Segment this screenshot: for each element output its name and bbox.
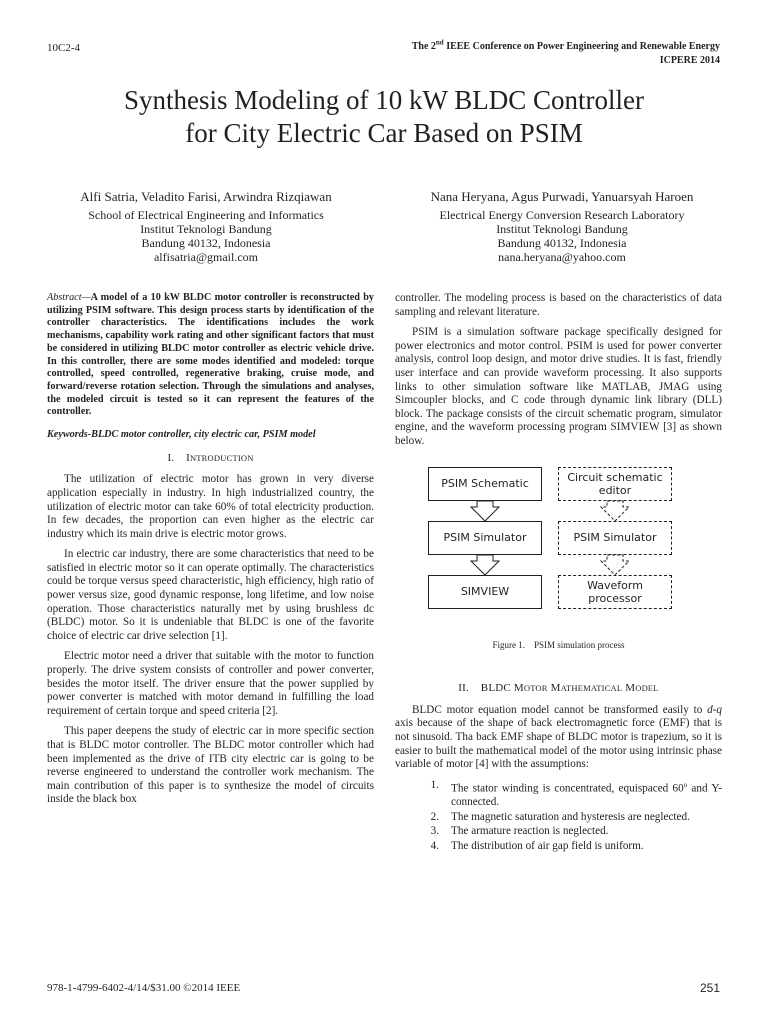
- box-psim-simulator-label: PSIM Simulator: [443, 531, 527, 545]
- box-waveform-label-1: Waveform: [587, 578, 643, 592]
- intro-paragraph-3: Electric motor need a driver that suitable with the motor to function properly. The drive system consists of controller and power converter, besides the motor itself. The driver ensure that the power supplied by power converter is matched with motor demand in fulfilling the load requirement of certain torque and speed criteria [2].: [47, 650, 374, 717]
- paper-title: [40, 84, 728, 150]
- arrows-solid: [471, 501, 499, 575]
- down-arrow-icon: [471, 501, 499, 521]
- author-institution-1: Institut Teknologi Bandung: [140, 222, 272, 236]
- box-psim-simulator-desc-label: PSIM Simulator: [573, 531, 657, 545]
- section-2-b: OTOR: [523, 683, 548, 694]
- keywords: Keywords-BLDC motor controller, city electric car, PSIM model: [47, 429, 316, 441]
- box-circuit-label-2: editor: [598, 483, 632, 497]
- box-simview-label: SIMVIEW: [460, 585, 510, 599]
- page-number: 251: [699, 981, 720, 995]
- down-arrow-icon: [471, 555, 499, 575]
- list-item-text: The magnetic saturation and hysteresis are neglected.: [451, 810, 690, 823]
- right-column: [395, 292, 722, 854]
- header-conference: [412, 40, 720, 68]
- title-line-1: Synthesis Modeling of 10 kW BLDC Controller: [124, 85, 644, 115]
- conf-prefix: The 2: [411, 41, 436, 52]
- list-item: [395, 779, 722, 810]
- abstract: [47, 292, 374, 419]
- author-block-2: [402, 190, 722, 264]
- figure-psim-process: [395, 467, 722, 627]
- list-item-text-main: The stator winding is concentrated, equispaced 60: [451, 782, 684, 795]
- list-item-text-tail: and Y-connected.: [451, 782, 722, 809]
- list-item-text: The distribution of air gap field is uniform.: [451, 839, 644, 852]
- bldc-paragraph: [395, 704, 722, 772]
- down-arrow-dashed-icon: [601, 501, 629, 521]
- author-email-2: nana.heryana@yahoo.com: [498, 250, 626, 264]
- section-2-f: ODEL: [635, 683, 659, 694]
- author-email-1: alfisatria@gmail.com: [153, 250, 258, 264]
- conf-sup: nd: [435, 38, 444, 47]
- list-item-number: 1.: [430, 778, 439, 791]
- author-block-1: [46, 190, 366, 264]
- author-address-1: Bandung 40132, Indonesia: [141, 236, 271, 250]
- list-item-number: 3.: [430, 825, 439, 838]
- author-address-2: Bandung 40132, Indonesia: [497, 236, 627, 250]
- right-paragraph-1: controller. The modeling process is based on the characteristics of data sampling and relevant literature.: [395, 292, 722, 318]
- section-2-a: BLDC M: [480, 682, 524, 695]
- section-1-numeral: I.: [167, 451, 175, 464]
- bldc-after: axis because of the shape of back electromagnetic force (EMF) that is not sinusoid. Tha back EMF shape of BLDC motor is trapezium, so it is easier to built the mathematical model of the motor using intrinsic phase variable of motor [4] with the assumptions:: [395, 717, 722, 771]
- list-item: [395, 840, 722, 854]
- box-waveform-label-2: processor: [588, 591, 642, 605]
- down-arrow-dashed-icon: [601, 555, 629, 575]
- right-paragraph-2: PSIM is a simulation software package specifically designed for power electronics and motor control. PSIM is used for power converter analysis, control loop design, and motor drive studies. It is fast, friendly user interface and can provide waveform processing. It also supports links to other simulation software like MATLAB, JMAG using Simcoupler blocks, and C code through dynamic link library (DLL) block. The package consists of the circuit schematic program, simulator engine, and the waveform processing program SIMVIEW [3] as shown below.: [395, 326, 722, 447]
- conf-short: ICPERE 2014: [659, 55, 720, 66]
- bldc-before: BLDC motor equation model cannot be transformed easily to: [412, 703, 708, 716]
- section-2-numeral: II.: [458, 682, 469, 695]
- author-institution-2: Institut Teknologi Bandung: [496, 222, 628, 236]
- abstract-text: A model of a 10 kW BLDC motor controller is reconstructed by utilizing PSIM software. This design process starts by identification of the controller characteristics. The identifications includes the work mechanisms, capability work rating and other significant factors that must be considered in utilizing BLDC motor controller as electric vehicle drive. In this controller, there are some modes identified and modeled: torque controlled, speed controlled, regenerative braking, cruise mode, and forward/reverse rotation selection. Through the simulations and analyses, the modeled circuit is tested so it can represent the features of the controller.: [47, 292, 374, 418]
- arrows-dashed: [601, 501, 629, 575]
- section-heading-bldc-model: [395, 682, 722, 696]
- list-item-number: 4.: [430, 839, 439, 852]
- section-1-rest: NTRODUCTION: [189, 452, 254, 463]
- section-2-c: M: [547, 682, 561, 695]
- list-item-text: [451, 779, 722, 810]
- list-item: [395, 825, 722, 839]
- author-names-2: Nana Heryana, Agus Purwadi, Yanuarsyah Haroen: [430, 189, 694, 204]
- footer-isbn: 978-1-4799-6402-4/14/$31.00 ©2014 IEEE: [47, 982, 241, 994]
- author-affiliation-1: School of Electrical Engineering and Informatics: [88, 208, 324, 222]
- intro-paragraph-4: This paper deepens the study of electric car in more specific section that is BLDC motor controller. The BLDC motor controller which had been implemented as the drive of ITB city electric car is going to be reverse engineered to understand the controller work mechanism. The main contribution of this paper is to synthesize the model of circuits inside the black box: [47, 725, 374, 806]
- box-psim-schematic-label: PSIM Schematic: [441, 477, 529, 491]
- bldc-italic: d-q: [707, 703, 722, 716]
- author-names-1: Alfi Satria, Veladito Farisi, Arwindra Rizqiawan: [80, 189, 332, 204]
- list-item-text: The armature reaction is neglected.: [451, 825, 609, 838]
- figure-arrows: [395, 467, 722, 627]
- title-line-2: for City Electric Car Based on PSIM: [185, 118, 583, 148]
- author-affiliation-2: Electrical Energy Conversion Research Laboratory: [439, 208, 685, 222]
- abstract-dash: —: [81, 292, 91, 303]
- list-item-number: 2.: [430, 810, 439, 823]
- abstract-label: Abstract: [47, 292, 82, 303]
- list-item: [395, 811, 722, 825]
- intro-paragraph-2: In electric car industry, there are some characteristics that need to be satisfied in electric motor so it can operate optimally. The characteristics could be torque versus speed characteristic, high efficiency, high ratio of power versus size, good dynamic response, long lifetime, and low noise operation. Those characteristics naturally met by using brushless dc (BLDC) motor. So it is undeniable that BLDC is one of the favorite choice of electric car drive selection [1].: [47, 548, 374, 642]
- intro-paragraph-1: The utilization of electric motor has grown in very diverse application especially in industry. In high industrialized country, the utilization of electric motor can take 60% of total electricity production. In few decades, the proportion can even higher as the electric car industry which its main drive is electric motor grows.: [47, 473, 374, 540]
- header-paper-id: 10C2-4: [47, 42, 80, 54]
- assumptions-list: [395, 779, 722, 854]
- degree-sup: o: [683, 780, 688, 789]
- box-circuit-label-1: Circuit schematic: [567, 470, 663, 484]
- section-1-first-letter: I: [186, 451, 190, 464]
- section-2-d: ATHEMATICAL: [560, 683, 623, 694]
- section-2-e: M: [622, 682, 636, 695]
- left-column: [47, 292, 374, 814]
- figure-caption: Figure 1. PSIM simulation process: [492, 639, 625, 650]
- section-heading-introduction: [47, 452, 374, 466]
- conf-suffix: IEEE Conference on Power Engineering and Renewable Energy: [443, 41, 720, 52]
